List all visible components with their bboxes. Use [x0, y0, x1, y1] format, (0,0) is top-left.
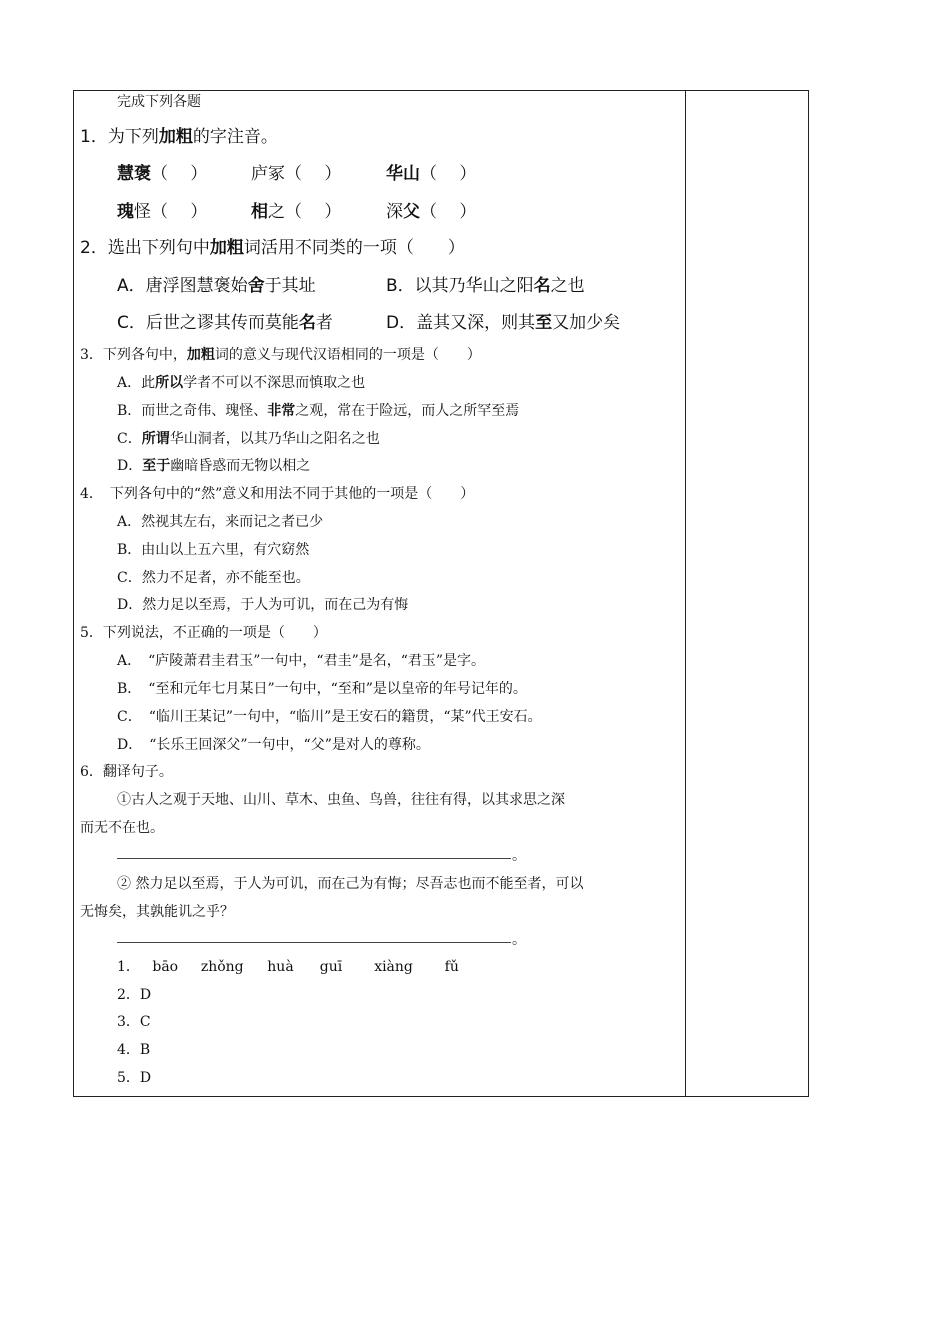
q6-sentence-2-line-2: 无悔矣，其孰能讥之乎？: [80, 904, 234, 920]
answer-blank-2[interactable]: [117, 942, 511, 943]
q6-stem: 6．翻译句子。: [80, 764, 173, 780]
q5-option-a: A． “庐陵萧君圭君玉”一句中，“君圭”是名，“君玉”是字。: [117, 653, 486, 669]
q4-option-a: A．然视其左右，来而记之者已少: [117, 514, 324, 530]
q2-option-d: D．盖其又深，则其至又加少矣: [386, 313, 621, 333]
q3-option-d: D．至于幽暗昏惑而无物以相之: [117, 458, 311, 474]
q6-sentence-1-line-1: ①古人之观于天地、山川、草木、虫鱼、鸟兽，往往有得，以其求思之深: [117, 792, 565, 808]
q1-item-5: 相之（ ）: [251, 202, 342, 222]
q2-option-c: C．后世之谬其传而莫能名者: [117, 313, 333, 333]
q1-stem: 1．为下列加粗的字注音。: [80, 127, 278, 147]
q2-option-a: A．唐浮图慧褒始舍于其址: [117, 276, 316, 296]
pinyin-4: guī: [319, 959, 343, 975]
q3-option-b: B．而世之奇伟、瑰怪、非常之观，常在于险远，而人之所罕至焉: [117, 403, 520, 419]
pinyin-3: huà: [267, 959, 294, 975]
pinyin-1: bāo: [152, 959, 179, 975]
pinyin-5: xiàng: [374, 959, 413, 975]
q4-option-b: B．由山以上五六里，有穴窈然: [117, 542, 310, 558]
answer-2: 2．D: [117, 987, 152, 1003]
section-header: 完成下列各题: [117, 94, 201, 110]
q6-sentence-2-line-1: ② 然力足以至焉，于人为可讥，而在己为有悔；尽吾志也而不能至者，可以: [117, 876, 584, 892]
answer-blank-1-end: 。: [512, 848, 526, 864]
column-divider: [685, 90, 686, 1097]
q2-stem: 2．选出下列句中加粗词活用不同类的一项（ ）: [80, 238, 465, 258]
answer-blank-1[interactable]: [117, 858, 511, 859]
q1-item-3: 华山（ ）: [386, 164, 477, 184]
pinyin-2: zhǒng: [200, 959, 244, 975]
q5-stem: 5．下列说法，不正确的一项是（ ）: [80, 625, 327, 641]
answer-5: 5．D: [117, 1070, 152, 1086]
q3-stem: 3．下列各句中，加粗词的意义与现代汉语相同的一项是（ ）: [80, 347, 481, 363]
q5-option-d: D． “长乐王回深父”一句中，“父”是对人的尊称。: [117, 737, 430, 753]
q1-item-4: 瑰怪（ ）: [117, 202, 208, 222]
q3-option-c: C．所谓华山洞者，以其乃华山之阳名之也: [117, 431, 380, 447]
q5-option-c: C． “临川王某记”一句中，“临川”是王安石的籍贯，“某”代王安石。: [117, 709, 542, 725]
q2-option-b: B．以其乃华山之阳名之也: [386, 276, 585, 296]
answer-3: 3．C: [117, 1014, 151, 1030]
q1-item-1: 慧褒（ ）: [117, 164, 208, 184]
answer-blank-2-end: 。: [512, 932, 526, 948]
q4-option-c: C．然力不足者，亦不能至也。: [117, 570, 310, 586]
pinyin-6: fǔ: [444, 959, 459, 975]
q1-item-6: 深父（ ）: [386, 202, 477, 222]
q6-sentence-1-line-2: 而无不在也。: [80, 820, 164, 836]
answer-1: 1． bāo zhǒng huà guī xiàng fǔ: [117, 959, 459, 975]
answer-4: 4．B: [117, 1042, 151, 1058]
q4-option-d: D．然力足以至焉，于人为可讥，而在己为有悔: [117, 597, 409, 613]
q5-option-b: B． “至和元年七月某日”一句中，“至和”是以皇帝的年号记年的。: [117, 681, 527, 697]
q1-item-2: 庐冢（ ）: [251, 164, 342, 184]
q3-option-a: A．此所以学者不可以不深思而慎取之也: [117, 375, 366, 391]
q4-stem: 4． 下列各句中的“然”意义和用法不同于其他的一项是（ ）: [80, 486, 475, 502]
